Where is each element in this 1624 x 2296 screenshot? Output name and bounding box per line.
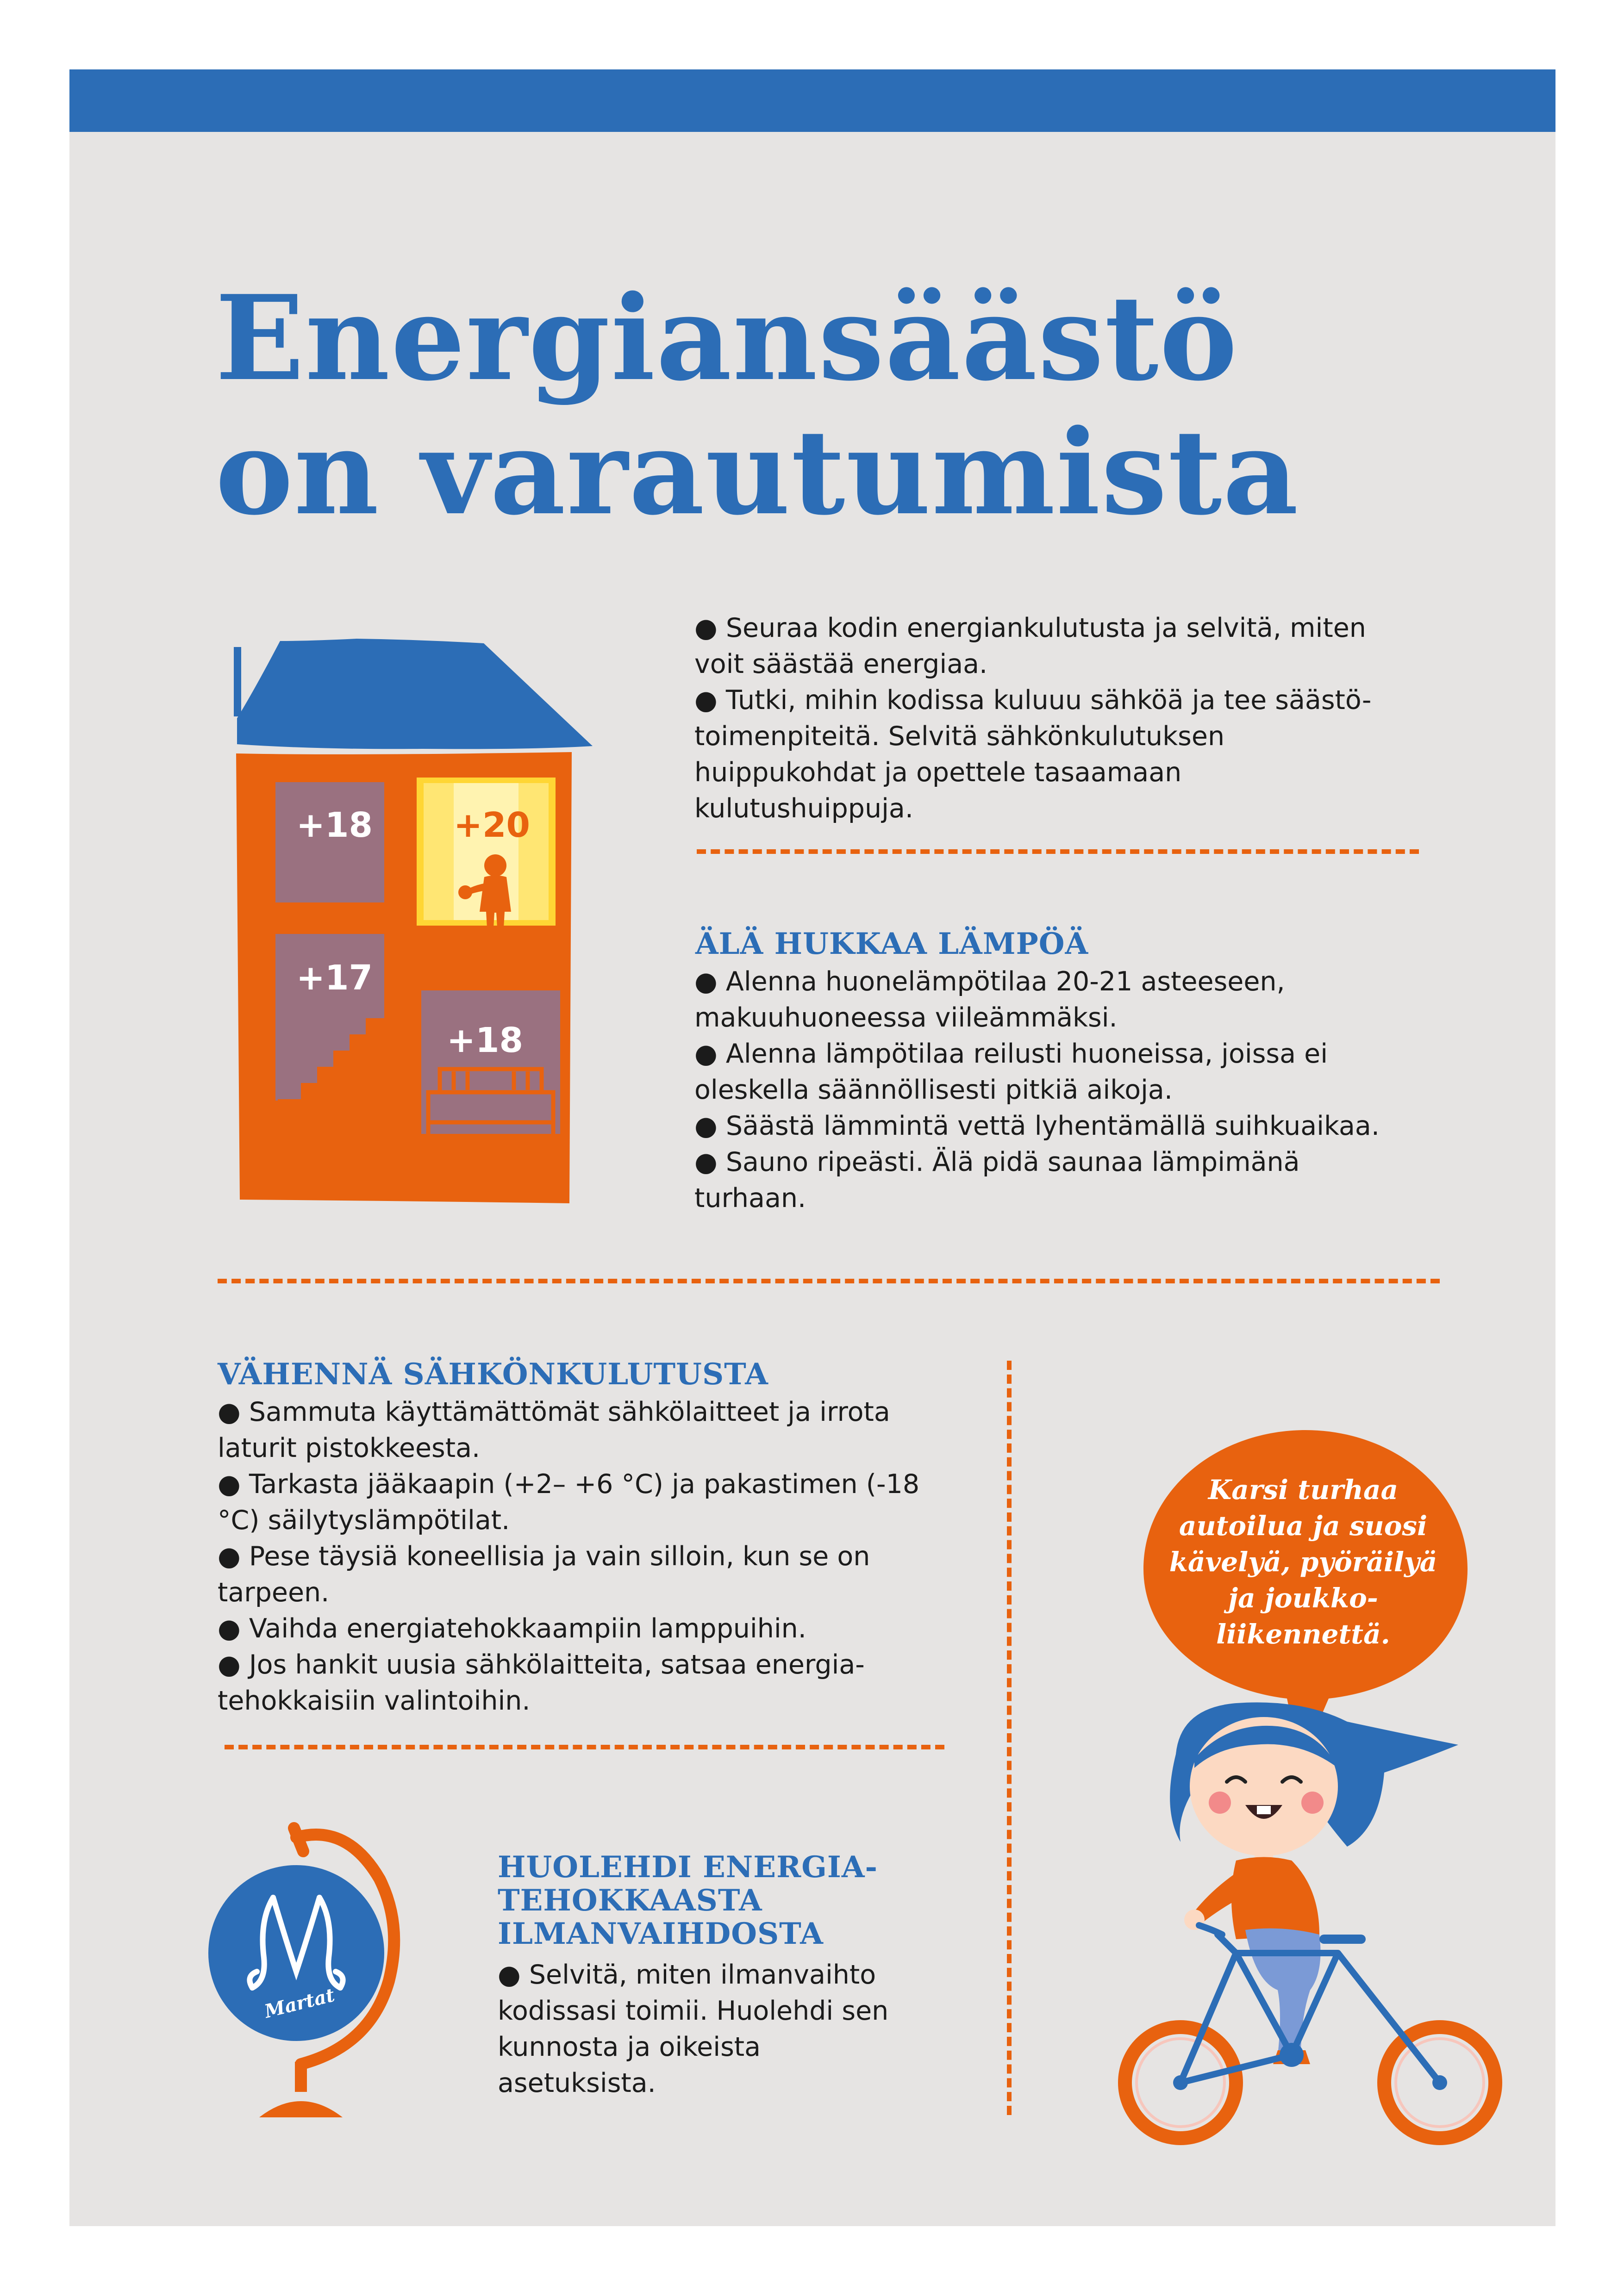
heat-heading: ÄLÄ HUKKAA LÄMPÖÄ [695,927,1089,961]
cyclist-illustration [1060,1694,1523,2194]
room-temp-bottom-left: +17 [296,958,373,998]
ventilation-heading-line2: TEHOKKAASTA [498,1883,762,1918]
ventilation-heading-line3: ILMANVAIHDOSTA [498,1916,824,1951]
bubble-line: Karsi turhaa [1208,1474,1399,1506]
logo-text: Martat [262,1984,337,2022]
page-title-line2: on varautumista [215,404,1299,541]
house-roof [237,639,593,749]
room-temp-top-right: +20 [454,805,530,845]
electricity-item: ● Tarkasta jääkaapin (+2– +6 °C) ja pakastimen (-18 °C) säilytyslämpötilat. [218,1469,920,1536]
poster [69,69,1555,2226]
house-illustration [69,69,671,1180]
heat-item: ● Sauno ripeästi. Älä pidä saunaa lämpimänä turhaan. [694,1147,1300,1213]
heat-item: ● Alenna huonelämpötilaa 20-21 asteeseen, makuuhuoneessa viileämmäksi. [694,966,1285,1033]
divider [218,1279,1440,1283]
intro-item: ● Tutki, mihin kodissa kuluuu sähköä ja tee säästö-toimenpiteitä. Selvitä sähkönkulutuksen huippukohdat ja opettele tasaamaan kulutushuippuja. [694,685,1372,824]
room-temp-bottom-right: +18 [447,1020,523,1060]
bubble-line: kävelyä, pyöräilyä [1169,1546,1437,1578]
electricity-item: ● Vaihda energiatehokkaampiin lamppuihin. [218,1613,806,1644]
intro-item: ● Seuraa kodin energiankulutusta ja selvitä, miten voit säästää energiaa. [694,613,1366,679]
divider [697,849,1419,854]
martat-logo [208,1828,468,2124]
ventilation-text [498,1957,905,2101]
heat-text [694,964,1417,1216]
window-bottom-right [421,990,560,1134]
chimney [234,647,241,716]
bubble-line: autoilua ja suosi [1179,1510,1428,1542]
electricity-heading: VÄHENNÄ SÄHKÖNKULUTUSTA [218,1357,768,1392]
heat-item: ● Alenna lämpötilaa reilusti huoneissa, joissa ei oleskella säännöllisesti pitkiä aikoja. [694,1039,1328,1105]
bubble-text [1169,1472,1437,1652]
divider-vertical [1007,1361,1012,2115]
ventilation-heading-line1: HUOLEHDI ENERGIA- [498,1850,878,1885]
intro-text [694,610,1398,827]
page-title-line1: Energiansäästö [215,270,1238,407]
heat-item: ● Säästä lämmintä vettä lyhentämällä suihkuaikaa. [694,1111,1380,1141]
globe-stand [259,2101,343,2117]
bubble-line: ja joukko- [1228,1582,1378,1614]
electricity-item: ● Sammuta käyttämättömät sähkölaitteet ja irrota laturit pistokkeesta. [218,1397,890,1463]
divider [225,1745,944,1749]
torso [1231,1857,1319,1940]
electricity-item: ● Pese täysiä koneellisia ja vain silloin, kun se on tarpeen. [218,1541,870,1608]
room-temp-top-left: +18 [296,805,373,845]
electricity-text [218,1394,940,1719]
ventilation-item: ● Selvitä, miten ilmanvaihto kodissasi toimii. Huolehdi sen kunnosta ja oikeista asetuksista. [498,1960,889,2098]
electricity-item: ● Jos hankit uusia sähkölaitteita, satsaa energia-tehokkaisiin valintoihin. [218,1649,865,1716]
bubble-line: liikennettä. [1216,1618,1390,1650]
